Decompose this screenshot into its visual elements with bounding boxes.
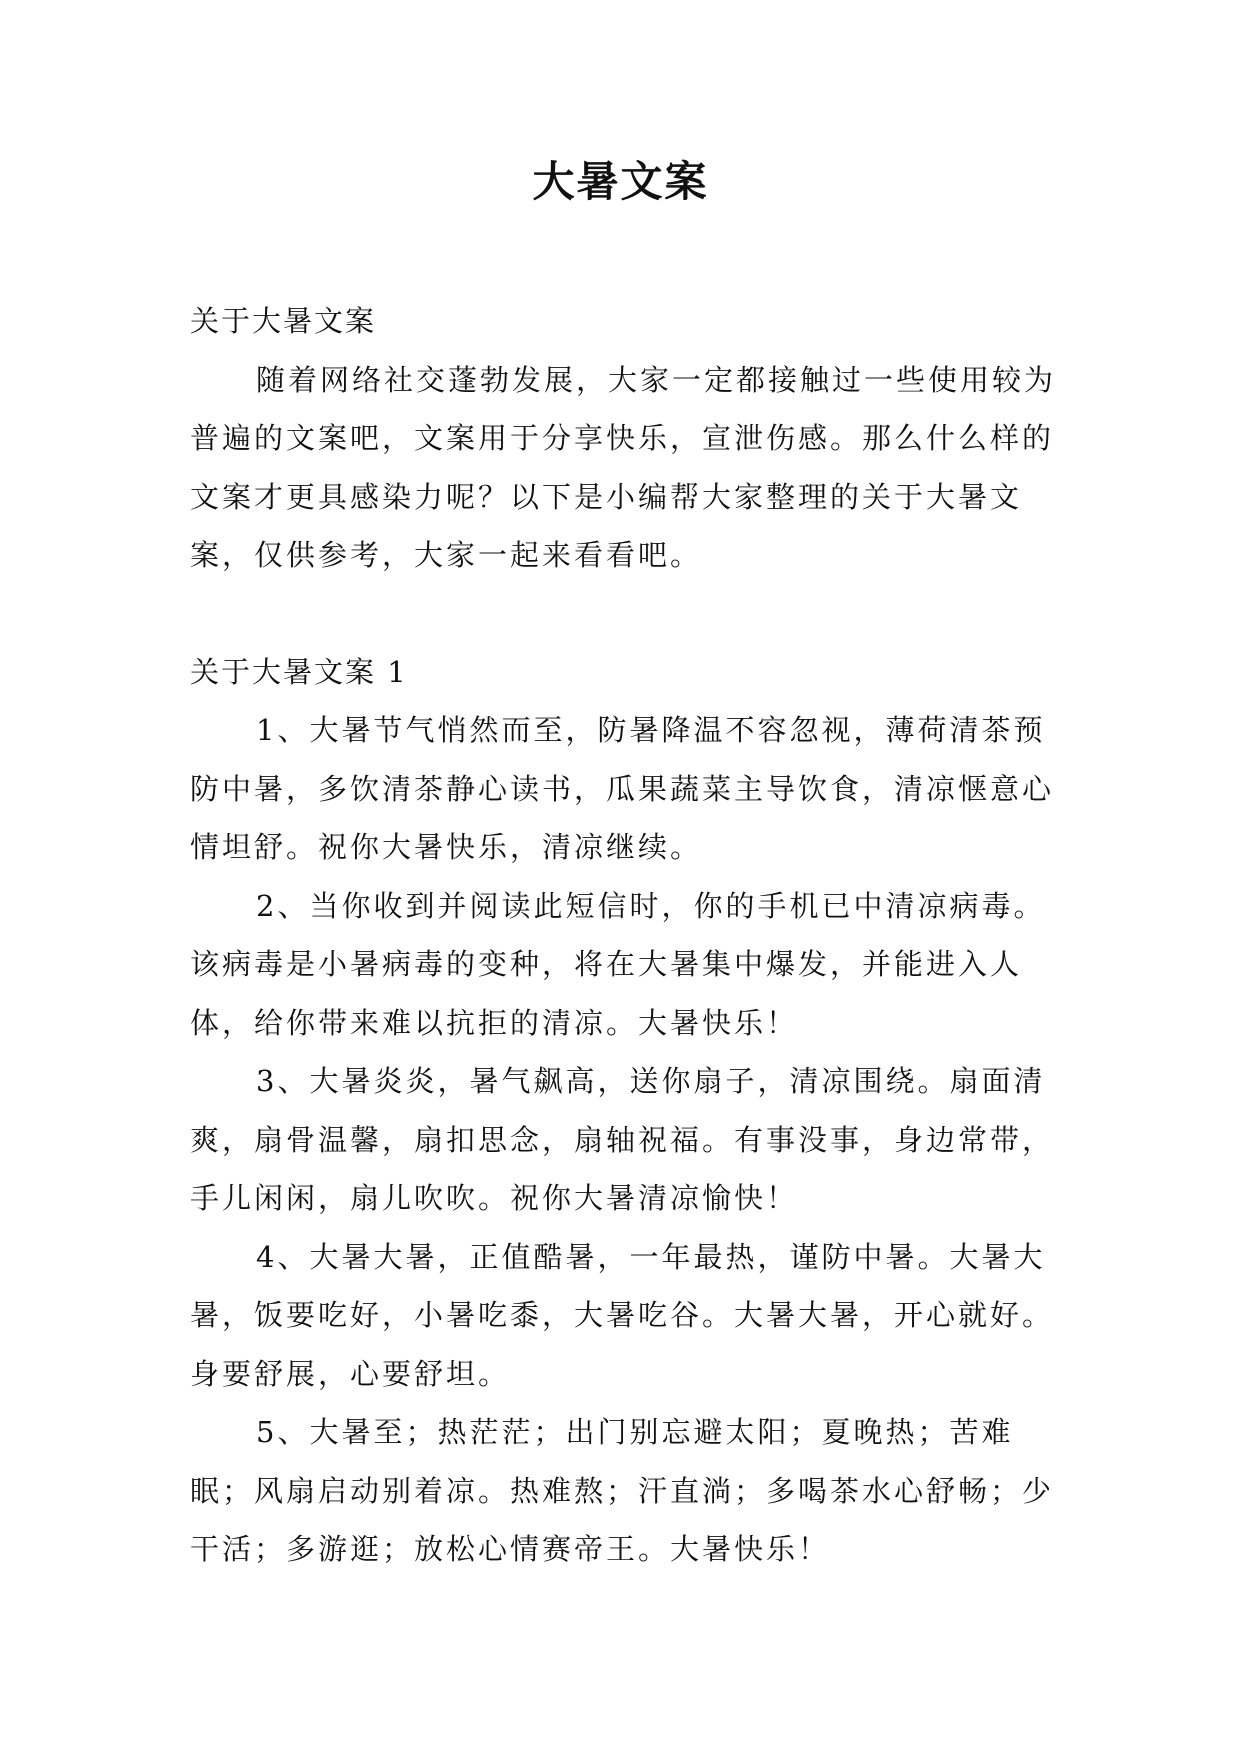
intro-heading: 关于大暑文案 — [190, 304, 377, 338]
document-title: 大暑文案 — [532, 157, 709, 206]
document-body — [190, 292, 1070, 1579]
list-item: 2、当你收到并阅读此短信时，你的手机已中清凉病毒。该病毒是小暑病毒的变种，将在大暑集中爆发，并能进入人体，给你带来难以抗拒的清凉。大暑快乐！ — [190, 888, 1046, 1040]
list-item: 5、大暑至；热茫茫；出门别忘避太阳；夏晚热；苦难眠；风扇启动别着凉。热难熬；汗直淌；多喝茶水心舒畅；少干活；多游逛；放松心情赛帝王。大暑快乐！ — [190, 1415, 1055, 1566]
list-item: 4、大暑大暑，正值酷暑，一年最热，谨防中暑。大暑大暑，饭要吃好，小暑吃黍，大暑吃谷。大暑大暑，开心就好。身要舒展，心要舒坦。 — [190, 1239, 1055, 1391]
paragraph-gap — [190, 585, 1070, 643]
list-item: 1、大暑节气悄然而至，防暑降温不容忽视，薄荷清茶预防中暑，多饮清茶静心读书，瓜果蔬菜主导饮食，清凉惬意心情坦舒。祝你大暑快乐，清凉继续。 — [190, 713, 1055, 864]
list-item: 3、大暑炎炎，暑气飙高，送你扇子，清凉围绕。扇面清爽，扇骨温馨，扇扣思念，扇轴祝福。有事没事，身边常带，手儿闲闲，扇儿吹吹。祝你大暑清凉愉快！ — [190, 1064, 1055, 1215]
intro-paragraph: 随着网络社交蓬勃发展，大家一定都接触过一些使用较为普遍的文案吧，文案用于分享快乐，宣泄伤感。那么什么样的文案才更具感染力呢？以下是小编帮大家整理的关于大暑文案，仅供参考，大家一起来看看吧。 — [190, 362, 1057, 572]
section-heading: 关于大暑文案 1 — [190, 654, 408, 689]
